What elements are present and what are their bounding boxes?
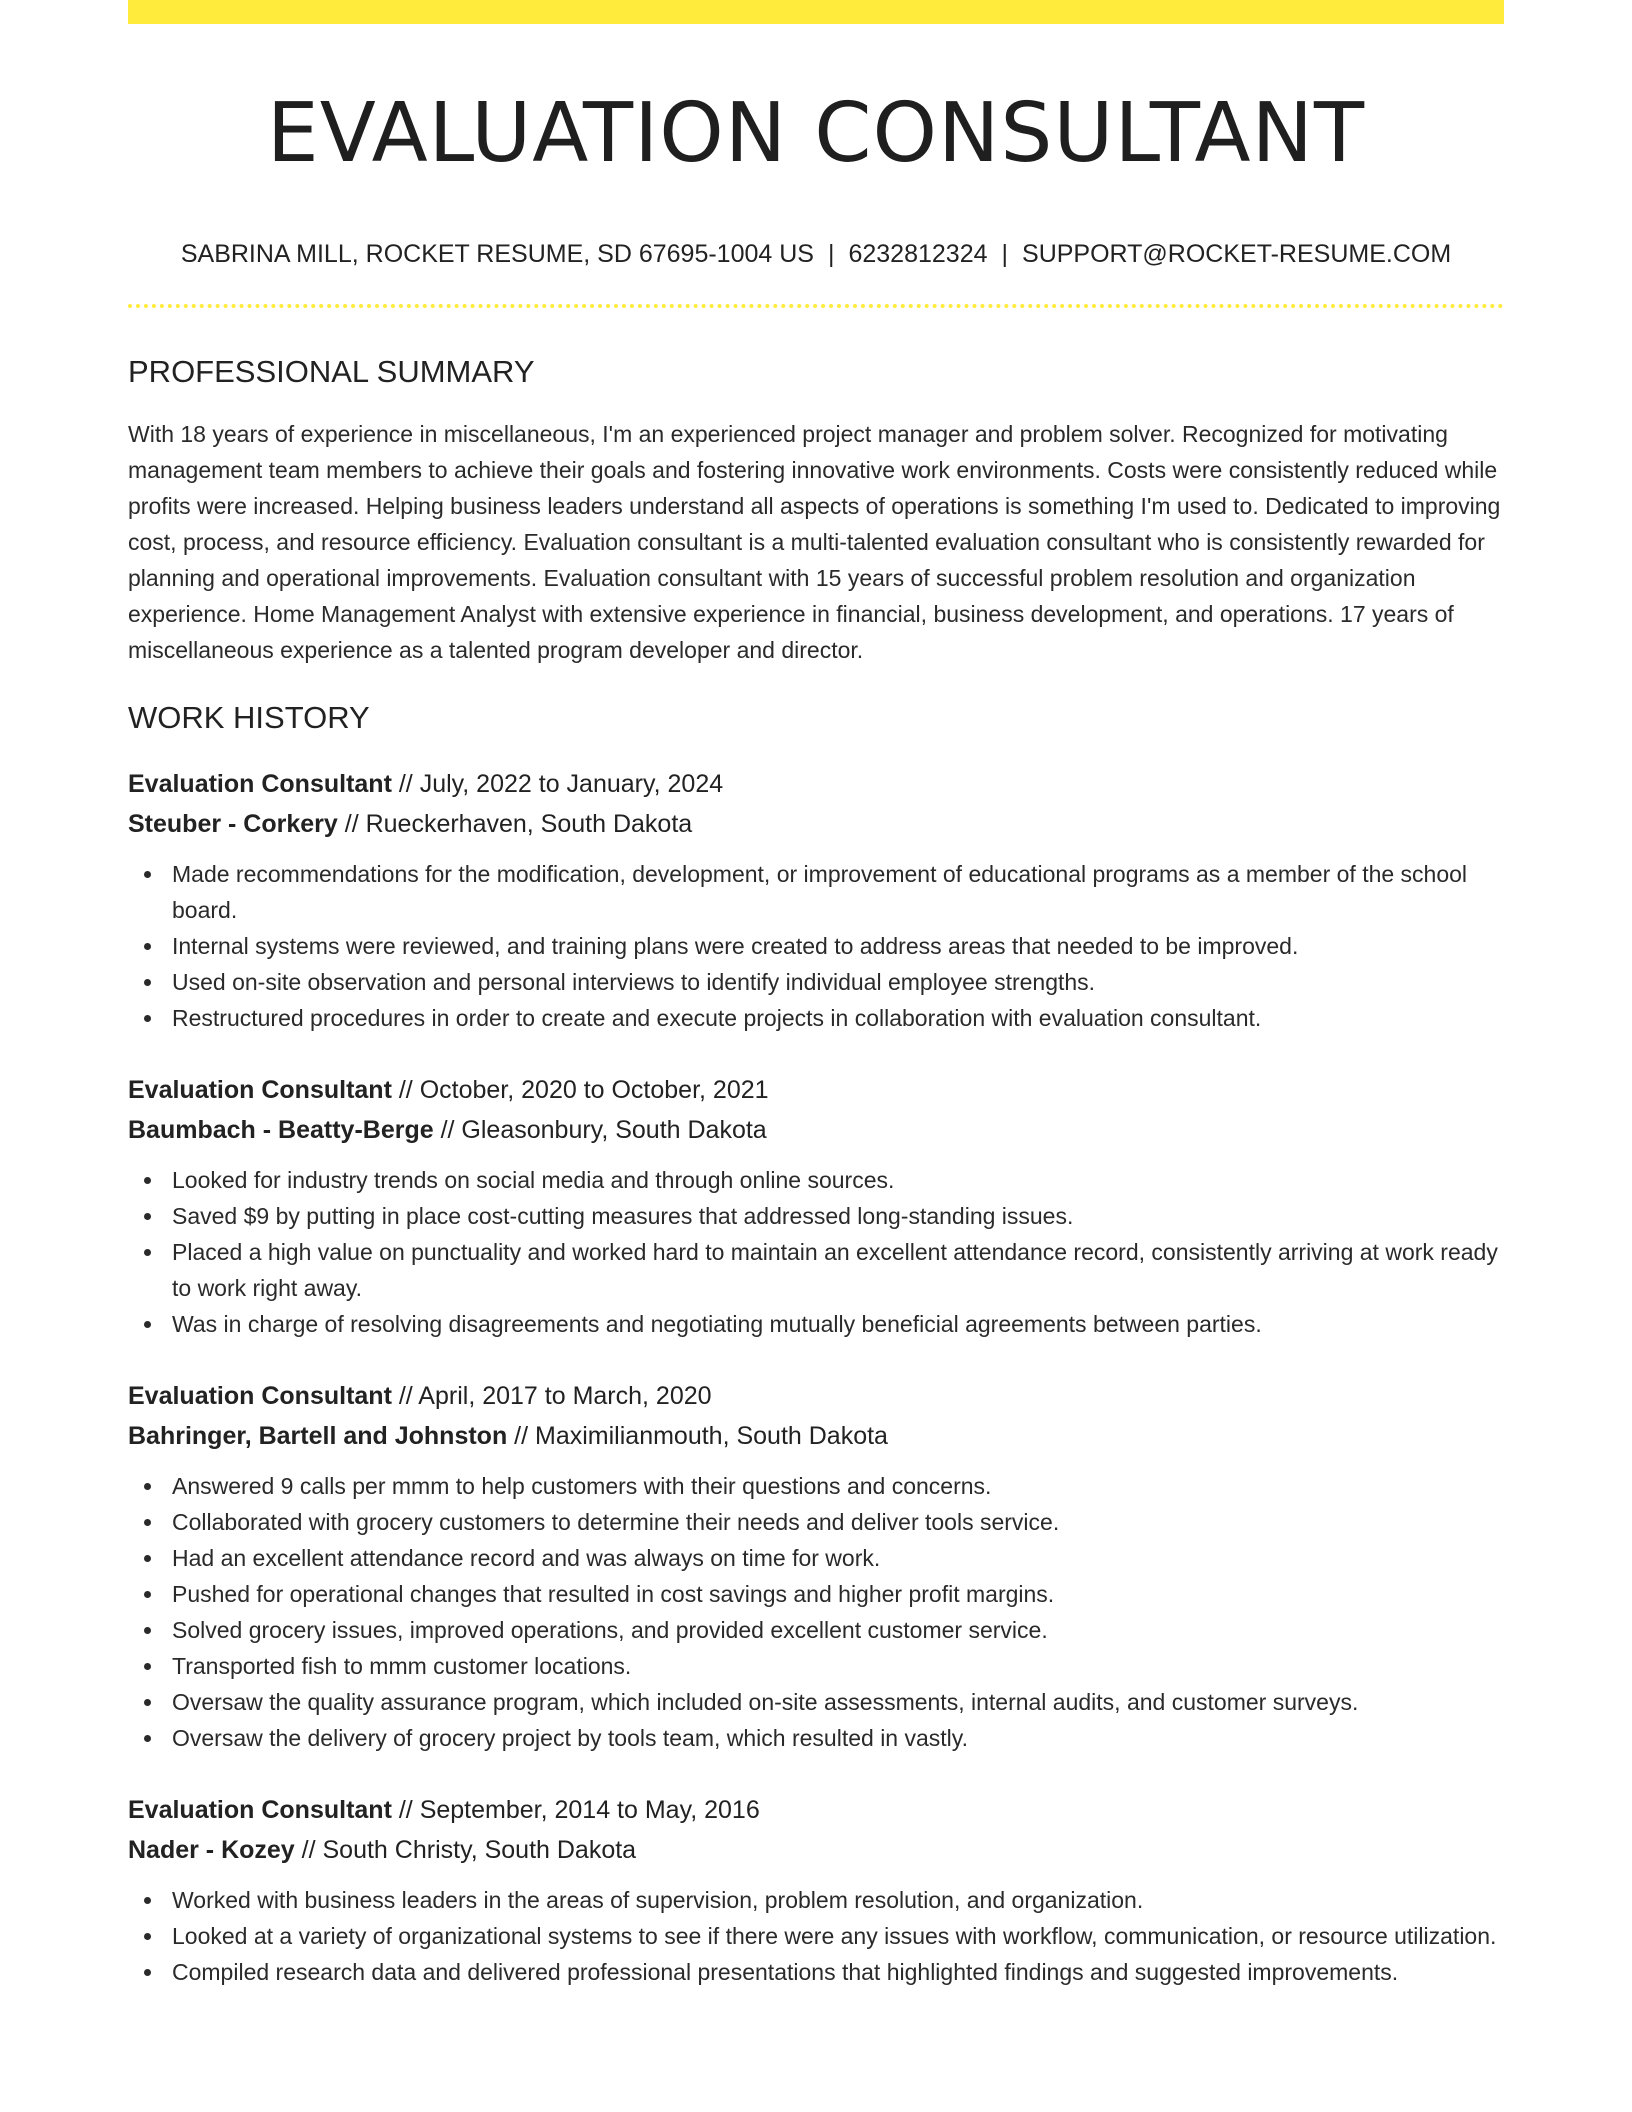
job-company: Bahringer, Bartell and Johnston	[128, 1422, 508, 1450]
resume-name: EVALUATION CONSULTANT	[266, 86, 1366, 181]
job-entry	[128, 1070, 1504, 1342]
job-dates: // October, 2020 to October, 2021	[391, 1076, 769, 1104]
job-entry	[128, 764, 1504, 1036]
work-history-heading: WORK HISTORY	[128, 700, 370, 735]
job-location: // Rueckerhaven, South Dakota	[337, 810, 693, 838]
job-bullets	[128, 1882, 1504, 1990]
job-bullet: Was in charge of resolving disagreements and negotiating mutually beneficial agreements between parties.	[128, 1306, 1504, 1342]
accent-top-bar	[128, 0, 1504, 24]
contact-address: SABRINA MILL, ROCKET RESUME, SD 67695-1004 US	[180, 240, 814, 268]
contact-line	[128, 238, 1504, 270]
job-bullet: Saved $9 by putting in place cost-cutting measures that addressed long-standing issues.	[128, 1198, 1504, 1234]
job-bullet: Oversaw the quality assurance program, which included on-site assessments, internal audits, and customer surveys.	[128, 1684, 1504, 1720]
job-company-line	[128, 1830, 1504, 1870]
job-location: // Gleasonbury, South Dakota	[433, 1116, 767, 1144]
job-bullet: Transported fish to mmm customer locations.	[128, 1648, 1504, 1684]
job-bullets	[128, 1162, 1504, 1342]
summary-text: With 18 years of experience in miscellaneous, I'm an experienced project manager and problem solver. Recognized for motivating management team members to achieve their goals and fostering innovative work environments. Costs were consistently reduced while profits were increased. Helping business leaders understand all aspects of operations is something I'm used to. Dedicated to improving cost, process, and resource efficiency. Evaluation consultant is a multi-talented evaluation consultant who is consistently rewarded for planning and operational improvements. Evaluation consultant with 15 years of successful problem resolution and organization experience. Home Management Analyst with extensive experience in financial, business development, and operations. 17 years of miscellaneous experience as a talented program developer and director.	[128, 421, 1501, 663]
job-location: // Maximilianmouth, South Dakota	[507, 1422, 888, 1450]
contact-separator: |	[1001, 240, 1009, 268]
job-bullet: Oversaw the delivery of grocery project by tools team, which resulted in vastly.	[128, 1720, 1504, 1756]
job-bullet: Solved grocery issues, improved operations, and provided excellent customer service.	[128, 1612, 1504, 1648]
job-bullet: Looked at a variety of organizational systems to see if there were any issues with workflow, communication, or resource utilization.	[128, 1918, 1504, 1954]
summary-heading: PROFESSIONAL SUMMARY	[128, 354, 535, 389]
contact-email: SUPPORT@ROCKET-RESUME.COM	[1022, 240, 1452, 268]
contact-phone: 6232812324	[848, 240, 988, 268]
job-bullet: Placed a high value on punctuality and worked hard to maintain an excellent attendance record, consistently arriving at work ready to work right away.	[128, 1234, 1504, 1306]
job-bullet: Collaborated with grocery customers to determine their needs and deliver tools service.	[128, 1504, 1504, 1540]
job-dates: // July, 2022 to January, 2024	[391, 770, 724, 798]
job-role-line	[128, 1790, 1504, 1830]
job-company: Nader - Kozey	[128, 1836, 295, 1864]
job-bullet: Worked with business leaders in the areas of supervision, problem resolution, and organization.	[128, 1882, 1504, 1918]
job-company: Steuber - Corkery	[128, 810, 338, 838]
job-role: Evaluation Consultant	[128, 770, 392, 798]
job-role-line	[128, 764, 1504, 804]
job-role: Evaluation Consultant	[128, 1382, 392, 1410]
job-role: Evaluation Consultant	[128, 1076, 392, 1104]
job-entry	[128, 1376, 1504, 1756]
job-company-line	[128, 804, 1504, 844]
job-entry	[128, 1790, 1504, 1990]
job-bullet: Pushed for operational changes that resulted in cost savings and higher profit margins.	[128, 1576, 1504, 1612]
job-role: Evaluation Consultant	[128, 1796, 392, 1824]
job-bullet: Internal systems were reviewed, and training plans were created to address areas that needed to be improved.	[128, 928, 1504, 964]
job-bullet: Compiled research data and delivered professional presentations that highlighted findings and suggested improvements.	[128, 1954, 1504, 1990]
job-bullets	[128, 856, 1504, 1036]
contact-separator: |	[827, 240, 835, 268]
job-bullet: Restructured procedures in order to create and execute projects in collaboration with evaluation consultant.	[128, 1000, 1504, 1036]
job-dates: // April, 2017 to March, 2020	[391, 1382, 712, 1410]
job-bullet: Used on-site observation and personal interviews to identify individual employee strengths.	[128, 964, 1504, 1000]
job-bullet: Looked for industry trends on social media and through online sources.	[128, 1162, 1504, 1198]
job-company: Baumbach - Beatty-Berge	[128, 1116, 434, 1144]
job-role-line	[128, 1070, 1504, 1110]
job-bullets	[128, 1468, 1504, 1756]
job-bullet: Answered 9 calls per mmm to help customers with their questions and concerns.	[128, 1468, 1504, 1504]
job-location: // South Christy, South Dakota	[294, 1836, 637, 1864]
job-bullet: Made recommendations for the modification, development, or improvement of educational programs as a member of the school board.	[128, 856, 1504, 928]
job-company-line	[128, 1110, 1504, 1150]
job-bullet: Had an excellent attendance record and was always on time for work.	[128, 1540, 1504, 1576]
job-role-line	[128, 1376, 1504, 1416]
dotted-divider	[128, 304, 1504, 308]
resume-page	[128, 0, 1504, 1990]
job-company-line	[128, 1416, 1504, 1456]
job-dates: // September, 2014 to May, 2016	[391, 1796, 760, 1824]
